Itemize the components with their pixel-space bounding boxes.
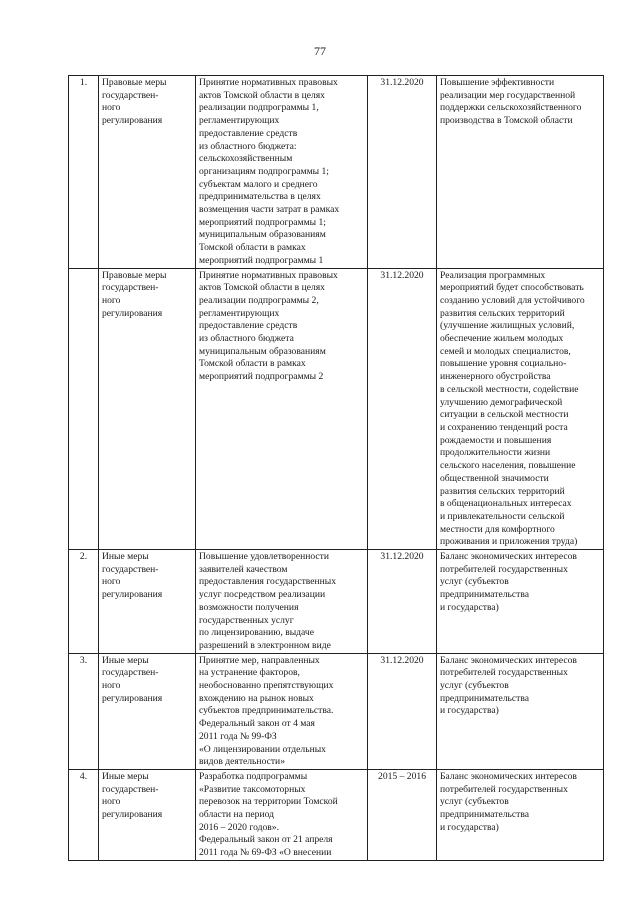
measure-content-line: возможности получения	[199, 601, 299, 613]
measure-content-line: сельскохозяйственным	[199, 153, 293, 165]
measure-content-line: Принятие нормативных правовых	[199, 269, 338, 281]
expected-result-line: и сохранению тенденций роста	[440, 421, 568, 433]
measure-content-line: Томской области в рамках	[199, 358, 306, 370]
measure-type-cell	[99, 550, 196, 654]
measure-content-line: заявителей качеством	[199, 563, 288, 575]
expected-result-line: Баланс экономических интересов	[440, 551, 577, 563]
measure-content-line: разрешений в электронном виде	[199, 639, 331, 651]
measure-type-line: регулирования	[102, 589, 163, 601]
implementation-period-cell	[368, 653, 437, 769]
measure-content-cell	[196, 76, 368, 269]
expected-result-cell	[437, 769, 604, 860]
implementation-period: 31.12.2020	[380, 551, 424, 563]
measure-type-line: ного	[102, 680, 121, 692]
expected-result-line: развития сельских территорий	[440, 307, 565, 319]
table-body	[69, 76, 604, 861]
measure-type-line: ного	[102, 796, 121, 808]
page-number: 77	[314, 44, 326, 58]
measure-content-line: области на период	[199, 809, 274, 821]
row-number: 1.	[79, 77, 88, 88]
expected-result-line: производства в Томской области	[440, 115, 573, 127]
table-row	[69, 769, 604, 860]
measure-type-line: регулирования	[102, 692, 163, 704]
implementation-period: 31.12.2020	[380, 654, 424, 666]
measure-type-line: ного	[102, 294, 121, 306]
measure-content-line: Повышение удовлетворенности	[199, 551, 329, 563]
expected-result-line: обеспечение жильем молодых	[440, 333, 564, 345]
expected-result-line: услуг (субъектов	[440, 576, 509, 588]
measure-content-line: перевозок на территории Томской	[199, 796, 338, 808]
expected-result-line: продолжительности жизни	[440, 447, 551, 459]
measure-content-line: Томской области в рамках	[199, 242, 306, 254]
measure-content-line: субъектов предпринимательства.	[199, 705, 334, 717]
measure-content-line: Принятие нормативных правовых	[199, 77, 338, 88]
expected-result-line: поддержки сельскохозяйственного	[440, 102, 582, 114]
measures-table	[68, 75, 604, 861]
measure-type-cell	[99, 769, 196, 860]
measure-type-line: ного	[102, 102, 121, 114]
expected-result-cell	[437, 550, 604, 654]
measure-type-line: Правовые меры	[102, 269, 167, 281]
measure-content-line: «О лицензировании отдельных	[199, 743, 326, 755]
measure-type-line: регулирования	[102, 809, 163, 821]
expected-result-line: услуг (субъектов	[440, 796, 509, 808]
measure-content-line: Принятие мер, направленных	[199, 654, 320, 666]
expected-result-line: созданию условий для устойчивого	[440, 294, 585, 306]
table-row	[69, 550, 604, 654]
row-number: 2.	[79, 551, 88, 563]
expected-result-line: рождаемости и повышения	[440, 434, 552, 446]
row-number-cell	[69, 653, 99, 769]
implementation-period: 31.12.2020	[380, 77, 424, 88]
expected-result-line: проживания и приложения труда)	[440, 536, 578, 548]
measure-type-line: ного	[102, 576, 121, 588]
measure-content-line: предоставление средств	[199, 127, 298, 139]
expected-result-line: семей и молодых специалистов,	[440, 345, 571, 357]
measure-content-line: из областного бюджета:	[199, 140, 297, 152]
expected-result-line: (улучшение жилищных условий,	[440, 320, 575, 332]
measure-content-line: организациям подпрограммы 1;	[199, 165, 329, 177]
measure-content-line: 2011 года № 99-ФЗ	[199, 730, 277, 742]
expected-result-cell	[437, 653, 604, 769]
implementation-period: 31.12.2020	[380, 269, 424, 281]
measure-content-cell	[196, 550, 368, 654]
measure-content-line: услуг посредством реализации	[199, 589, 326, 601]
expected-result-line: мероприятий будет способствовать	[440, 282, 584, 294]
expected-result-line: развития сельских территорий	[440, 485, 565, 497]
measure-content-line: мероприятий подпрограммы 1;	[199, 216, 326, 228]
expected-result-line: Повышение эффективности	[440, 77, 555, 88]
measure-content-line: необоснованно препятствующих	[199, 680, 334, 692]
measure-content-line: актов Томской области в целях	[199, 282, 325, 294]
measure-content-line: на устранение факторов,	[199, 667, 300, 679]
measure-type-line: государствен-	[102, 282, 159, 294]
expected-result-line: и государства)	[440, 705, 499, 717]
expected-result-line: местности для комфортного	[440, 523, 555, 535]
expected-result-line: Баланс экономических интересов	[440, 654, 577, 666]
measure-content-line: реализации подпрограммы 2,	[199, 294, 319, 306]
measure-content-line: 2011 года № 69-ФЗ «О внесении	[199, 847, 332, 859]
expected-result-line: предпринимательства	[440, 809, 530, 821]
measure-content-line: Разработка подпрограммы	[199, 770, 308, 782]
row-number: 3.	[79, 654, 88, 666]
measure-content-line: предоставления государственных	[199, 576, 337, 588]
expected-result-line: и государства)	[440, 601, 499, 613]
expected-result-line: инженерного обустройства	[440, 371, 551, 383]
measure-content-line: предпринимательства в целях	[199, 191, 321, 203]
expected-result-line: потребителей государственных	[440, 563, 568, 575]
expected-result-line: в сельской местности, содействие	[440, 383, 579, 395]
expected-result-line: потребителей государственных	[440, 667, 568, 679]
measure-content-line: государственных услуг	[199, 614, 294, 626]
measure-content-line: предоставление средств	[199, 320, 298, 332]
measure-content-line: возмещения части затрат в рамках	[199, 204, 340, 216]
measure-type-line: Иные меры	[102, 770, 149, 782]
measure-content-line: муниципальным образованиям	[199, 229, 326, 241]
expected-result-line: реализации мер государственной	[440, 89, 576, 101]
expected-result-line: услуг (субъектов	[440, 680, 509, 692]
measure-content-line: Федеральный закон от 21 апреля	[199, 834, 333, 846]
table-row	[69, 268, 604, 549]
row-number-cell	[69, 550, 99, 654]
measure-content-line: видов деятельности»	[199, 756, 285, 768]
expected-result-cell	[437, 268, 604, 549]
measure-content-line: «Развитие таксомоторных	[199, 783, 306, 795]
row-number-cell	[69, 769, 99, 860]
measure-content-line: реализации подпрограммы 1,	[199, 102, 319, 114]
expected-result-line: Реализация программных	[440, 269, 546, 281]
implementation-period-cell	[368, 268, 437, 549]
measure-content-line: регламентирующих	[199, 115, 280, 127]
expected-result-line: ситуации в сельской местности	[440, 409, 569, 421]
measure-type-cell	[99, 653, 196, 769]
row-number-cell	[69, 76, 99, 269]
measure-content-line: мероприятий подпрограммы 1	[199, 254, 324, 266]
measure-type-line: государствен-	[102, 89, 159, 101]
measure-content-line: субъектам малого и среднего	[199, 178, 318, 190]
measure-content-line: мероприятий подпрограммы 2	[199, 371, 324, 383]
expected-result-line: улучшению демографической	[440, 396, 563, 408]
expected-result-line: повышение уровня социально-	[440, 358, 567, 370]
row-number: 4.	[79, 770, 88, 782]
measure-type-cell	[99, 268, 196, 549]
measure-content-cell	[196, 653, 368, 769]
expected-result-line: и привлекательности сельской	[440, 510, 565, 522]
measure-type-line: государствен-	[102, 783, 159, 795]
measure-content-line: Федеральный закон от 4 мая	[199, 718, 315, 730]
expected-result-line: сельского населения, повышение	[440, 460, 576, 472]
measure-type-cell	[99, 76, 196, 269]
measure-content-line: вхождению на рынок новых	[199, 692, 314, 704]
expected-result-line: потребителей государственных	[440, 783, 568, 795]
expected-result-line: и государства)	[440, 821, 499, 833]
table-row	[69, 653, 604, 769]
measure-content-line: 2016 – 2020 годов».	[199, 821, 279, 833]
measure-type-line: регулирования	[102, 115, 163, 127]
implementation-period-cell	[368, 769, 437, 860]
measure-type-line: государствен-	[102, 667, 159, 679]
implementation-period: 2015 – 2016	[378, 770, 426, 782]
measure-content-cell	[196, 769, 368, 860]
expected-result-line: предпринимательства	[440, 589, 530, 601]
measure-type-line: регулирования	[102, 307, 163, 319]
measure-content-line: из областного бюджета	[199, 333, 294, 345]
measure-type-line: Иные меры	[102, 654, 149, 666]
measure-type-line: Правовые меры	[102, 77, 167, 88]
expected-result-line: общественной значимости	[440, 472, 549, 484]
expected-result-line: предпринимательства	[440, 692, 530, 704]
measure-content-cell	[196, 268, 368, 549]
expected-result-cell	[437, 76, 604, 269]
expected-result-line: Баланс экономических интересов	[440, 770, 577, 782]
implementation-period-cell	[368, 76, 437, 269]
measure-content-line: по лицензированию, выдаче	[199, 627, 315, 639]
implementation-period-cell	[368, 550, 437, 654]
measure-content-line: муниципальным образованиям	[199, 345, 326, 357]
measure-content-line: актов Томской области в целях	[199, 89, 325, 101]
row-number-cell	[69, 268, 99, 549]
measure-type-line: Иные меры	[102, 551, 149, 563]
expected-result-line: в общенациональных интересах	[440, 498, 572, 510]
table-row	[69, 76, 604, 269]
measure-content-line: регламентирующих	[199, 307, 280, 319]
measure-type-line: государствен-	[102, 563, 159, 575]
